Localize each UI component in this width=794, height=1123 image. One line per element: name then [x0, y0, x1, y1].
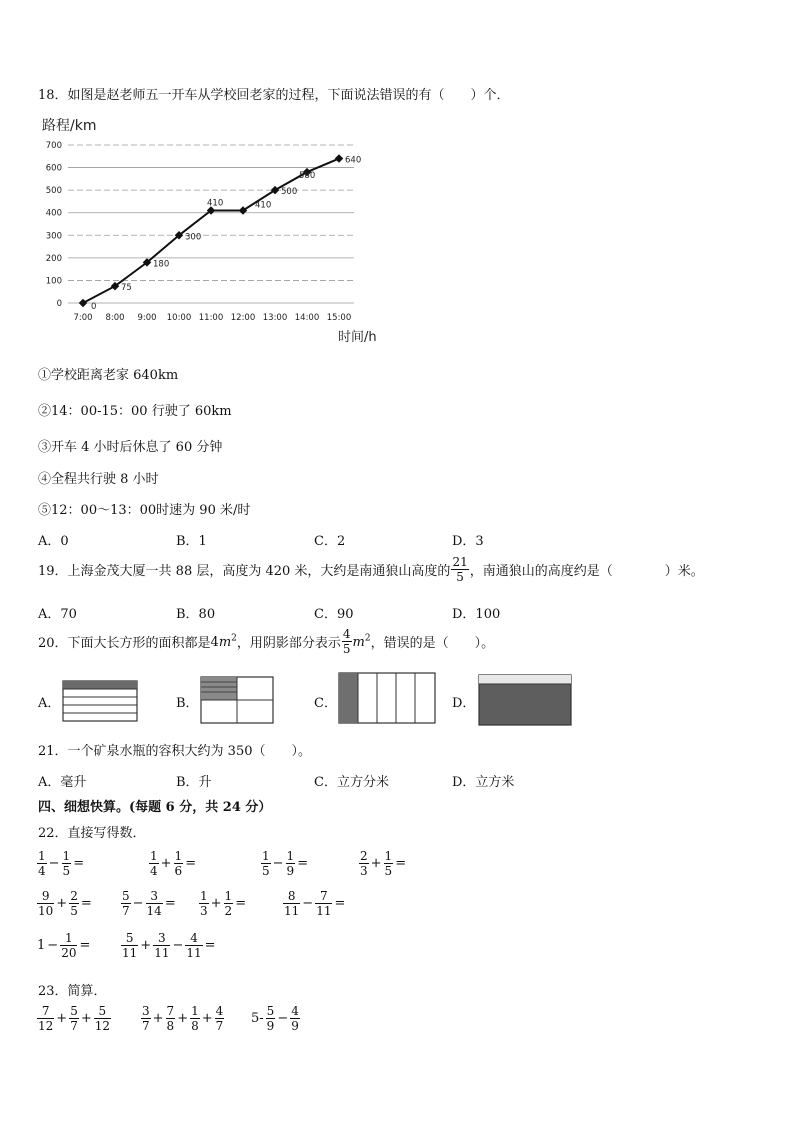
fraction	[69, 1005, 79, 1032]
y-tick-label: 500	[45, 186, 62, 197]
q20-area-sup: 2	[231, 633, 237, 644]
q20-area	[211, 635, 237, 650]
q20-option-d[interactable]: D．	[452, 696, 476, 711]
denominator: 9	[291, 1019, 299, 1033]
q18-stem: 18．如图是赵老师五一开车从学校回老家的过程，下面说法错误的有（ ）个．	[38, 88, 510, 103]
numerator: 1	[262, 849, 270, 863]
q20-stem	[38, 628, 494, 655]
equals-sign: =	[334, 896, 346, 911]
data-label: 300	[185, 232, 202, 243]
q20-figure-d[interactable]	[478, 674, 574, 728]
numerator: 8	[283, 890, 300, 904]
operator: +	[80, 1011, 92, 1026]
fraction	[166, 1005, 176, 1032]
numerator: 1	[286, 849, 295, 863]
fraction	[62, 850, 72, 877]
y-tick-label: 100	[45, 276, 62, 287]
fraction	[359, 850, 369, 877]
numerator: 5	[122, 889, 130, 903]
data-label: 640	[345, 155, 362, 166]
denominator: 3	[200, 904, 208, 918]
denominator: 8	[166, 1019, 175, 1033]
data-point	[79, 299, 87, 307]
denominator: 5	[62, 864, 71, 878]
q20-frac-unit-m: m	[352, 634, 365, 650]
expression	[36, 1005, 112, 1032]
y-tick-label: 400	[45, 208, 62, 219]
denominator: 7	[70, 1019, 78, 1033]
denominator: 10	[38, 904, 54, 918]
denominator: 6	[174, 864, 183, 878]
q20-area-value: 4	[210, 634, 219, 650]
expression	[282, 890, 346, 917]
x-tick-label: 9:00	[137, 313, 157, 323]
y-tick-label: 200	[45, 253, 62, 264]
operator: −	[48, 856, 60, 871]
q19-option-a[interactable]: A．70	[38, 607, 77, 622]
q20-text-mid: ，用阴影部分表示	[236, 636, 341, 651]
data-label: 75	[121, 283, 132, 294]
data-label: 180	[153, 259, 170, 270]
operator: −	[277, 1011, 289, 1026]
numerator: 4	[215, 1004, 224, 1018]
denominator: 4	[150, 864, 158, 878]
fraction	[60, 932, 77, 959]
y-tick-label: 300	[45, 231, 62, 242]
expression	[36, 850, 85, 877]
q19-stem	[38, 556, 704, 583]
denominator: 11	[316, 904, 332, 918]
q19-option-b[interactable]: B．80	[176, 607, 216, 622]
fraction	[283, 890, 300, 917]
q20-text-after: ，错误的是（ ）。	[370, 636, 495, 651]
denominator: 5	[384, 864, 393, 878]
q21-option-a[interactable]: A．毫升	[38, 775, 87, 790]
distance-time-line-chart	[36, 112, 396, 348]
numerator: 2	[70, 889, 78, 903]
expression	[140, 1005, 225, 1032]
section-4-heading: 四、细想快算。(每题 6 分，共 24 分）	[38, 800, 272, 815]
x-tick-label: 14:00	[294, 313, 320, 323]
equals-sign: =	[80, 896, 92, 911]
denominator: 7	[122, 904, 130, 918]
numerator: 1	[62, 849, 71, 863]
operator: +	[370, 856, 382, 871]
denominator: 7	[142, 1019, 150, 1033]
q20-figure-c[interactable]	[338, 672, 438, 726]
q22-stem: 22．直接写得数．	[38, 826, 146, 841]
denominator: 20	[61, 946, 77, 960]
fraction	[174, 850, 184, 877]
fraction	[121, 932, 138, 959]
q18-option-c[interactable]: C．2	[314, 534, 346, 549]
denominator: 4	[38, 864, 46, 878]
operator: −	[272, 856, 284, 871]
fraction	[290, 1005, 300, 1032]
fraction	[37, 1005, 54, 1032]
q20-option-a[interactable]: A．	[38, 696, 61, 711]
q20-frac-unit	[353, 635, 371, 650]
fraction	[37, 890, 54, 917]
fraction	[224, 890, 234, 917]
denominator: 12	[38, 1019, 54, 1033]
q18-statement-3: ③开车 4 小时后休息了 60 分钟	[38, 440, 223, 455]
fraction	[149, 850, 159, 877]
expression	[120, 890, 177, 917]
fraction	[286, 850, 296, 877]
numerator: 1	[150, 849, 158, 863]
q22-row-2	[36, 890, 456, 924]
fraction	[69, 890, 79, 917]
numerator: 7	[166, 1004, 175, 1018]
denominator: 5	[70, 904, 78, 918]
fraction	[199, 890, 209, 917]
equals-sign: =	[204, 938, 216, 953]
denominator: 11	[154, 946, 170, 960]
operator: −	[132, 896, 144, 911]
numerator: 5	[94, 1005, 111, 1019]
q20-figure-b[interactable]	[200, 676, 276, 726]
q18-statement-1: ①学校距离老家 640km	[38, 368, 179, 383]
numerator: 1	[224, 889, 233, 903]
chart-ylabel: 路程/km	[42, 118, 97, 134]
q21-stem: 21．一个矿泉水瓶的容积大约为 350（ ）。	[38, 744, 311, 759]
denominator: 7	[215, 1019, 224, 1033]
numerator: 1	[191, 1004, 199, 1018]
denominator: 5	[262, 864, 270, 878]
q18-statement-5: ⑤12：00～13：00时速为 90 米/时	[38, 503, 251, 518]
equals-sign: =	[395, 856, 407, 871]
q20-option-c[interactable]: C．	[314, 696, 337, 711]
numerator: 7	[315, 890, 332, 904]
x-tick-label: 11:00	[198, 313, 224, 323]
x-tick-label: 10:00	[166, 313, 192, 323]
operator: +	[140, 938, 152, 953]
expression	[250, 1005, 301, 1032]
denominator: 3	[360, 864, 368, 878]
y-tick-label: 600	[45, 163, 62, 174]
q20-frac-unit-sup: 2	[364, 633, 371, 644]
numerator: 1	[384, 849, 393, 863]
denominator: 2	[224, 904, 233, 918]
q18-option-d[interactable]: D．3	[452, 534, 484, 549]
data-label: 0	[91, 302, 97, 312]
equals-sign: =	[297, 856, 309, 871]
operator: +	[210, 896, 222, 911]
numerator: 1	[60, 932, 77, 946]
fraction	[141, 1005, 151, 1032]
q20-frac-num: 4	[342, 627, 351, 641]
x-tick-label: 15:00	[326, 313, 352, 323]
equals-sign: =	[73, 856, 85, 871]
q20-fraction	[342, 628, 352, 655]
x-tick-label: 13:00	[262, 313, 288, 323]
q23-stem: 23．简算．	[38, 984, 107, 999]
equals-sign: =	[79, 938, 91, 953]
q18-statement-2: ②14：00-15：00 行驶了 60km	[38, 404, 232, 419]
denominator: 12	[94, 1019, 111, 1033]
operator: +	[201, 1011, 213, 1026]
q18-option-a[interactable]: A．0	[38, 534, 69, 549]
integer: 5-	[251, 1011, 264, 1026]
equals-sign: =	[164, 896, 176, 911]
data-label: 500	[281, 187, 298, 198]
chart-xlabel: 时间/h	[338, 330, 377, 345]
data-point	[335, 154, 343, 162]
equals-sign: =	[185, 856, 197, 871]
q20-text-before: 20．下面大长方形的面积都是	[38, 636, 211, 651]
numerator: 1	[200, 889, 208, 903]
operator: +	[160, 856, 172, 871]
q21-option-c[interactable]: C．立方分米	[314, 775, 389, 790]
q20-figure-a[interactable]	[62, 680, 140, 724]
denominator: 11	[284, 904, 300, 918]
q18-option-b[interactable]: B．1	[176, 534, 207, 549]
fraction	[153, 932, 170, 959]
expression	[120, 932, 217, 959]
q20-area-unit: m	[218, 634, 232, 650]
q18-statement-4: ④全程共行驶 8 小时	[38, 472, 159, 487]
numerator: 3	[142, 1004, 150, 1018]
fraction	[146, 890, 163, 917]
fraction	[261, 850, 271, 877]
numerator: 3	[153, 932, 170, 946]
numerator: 2	[360, 849, 368, 863]
denominator: 11	[122, 946, 138, 960]
q21-option-b[interactable]: B．升	[176, 775, 212, 790]
fraction	[37, 850, 47, 877]
numerator: 4	[291, 1004, 299, 1018]
equals-sign: =	[235, 896, 247, 911]
denominator: 11	[186, 946, 202, 960]
operator: +	[152, 1011, 164, 1026]
numerator: 5	[70, 1004, 78, 1018]
data-label: 410	[207, 198, 224, 209]
q19-frac-den: 5	[456, 570, 464, 584]
integer: 1	[37, 938, 46, 953]
q23-row	[36, 1005, 436, 1041]
x-tick-label: 12:00	[230, 313, 256, 323]
fraction	[384, 850, 394, 877]
q19-text-after: ，南通狼山的高度约是（ ）米。	[469, 564, 704, 579]
operator: +	[56, 1011, 68, 1026]
fraction	[315, 890, 332, 917]
operator: −	[302, 896, 314, 911]
data-label: 580	[299, 171, 316, 182]
fraction	[94, 1005, 111, 1032]
denominator: 9	[266, 1019, 275, 1033]
fraction	[190, 1005, 200, 1032]
chart-plot-area	[46, 141, 361, 323]
numerator: 4	[185, 932, 202, 946]
q20-option-b[interactable]: B．	[176, 696, 199, 711]
numerator: 5	[121, 932, 138, 946]
expression	[36, 890, 93, 917]
denominator: 8	[191, 1019, 199, 1033]
expression	[36, 932, 91, 959]
operator: +	[56, 896, 68, 911]
numerator: 1	[38, 849, 46, 863]
numerator: 1	[174, 849, 183, 863]
fraction	[266, 1005, 276, 1032]
x-tick-label: 8:00	[105, 313, 125, 323]
data-label: 410	[255, 200, 272, 211]
y-tick-label: 700	[45, 141, 62, 151]
operator: −	[172, 938, 184, 953]
q19-text-before: 19．上海金茂大厦一共 88 层，高度为 420 米，大约是南通狼山高度的	[38, 564, 451, 579]
q20-frac-den: 5	[342, 642, 351, 656]
q22-row-1	[36, 850, 456, 884]
denominator: 14	[146, 904, 162, 918]
q22-row-3	[36, 932, 456, 966]
q21-option-d[interactable]: D．立方米	[452, 775, 515, 790]
operator: −	[47, 938, 59, 953]
fraction	[215, 1005, 225, 1032]
expression	[148, 850, 197, 877]
operator: +	[177, 1011, 189, 1026]
q19-frac-num: 21	[452, 555, 468, 569]
numerator: 7	[37, 1005, 54, 1019]
fraction	[121, 890, 131, 917]
numerator: 5	[266, 1004, 275, 1018]
q19-option-c[interactable]: C．90	[314, 607, 354, 622]
expression	[260, 850, 309, 877]
x-tick-label: 7:00	[73, 313, 93, 323]
fraction	[185, 932, 202, 959]
numerator: 9	[37, 890, 54, 904]
q19-fraction	[451, 556, 468, 583]
y-tick-label: 0	[56, 299, 62, 309]
q19-option-d[interactable]: D．100	[452, 607, 501, 622]
numerator: 3	[146, 890, 163, 904]
expression	[358, 850, 407, 877]
denominator: 9	[286, 864, 295, 878]
expression	[198, 890, 247, 917]
